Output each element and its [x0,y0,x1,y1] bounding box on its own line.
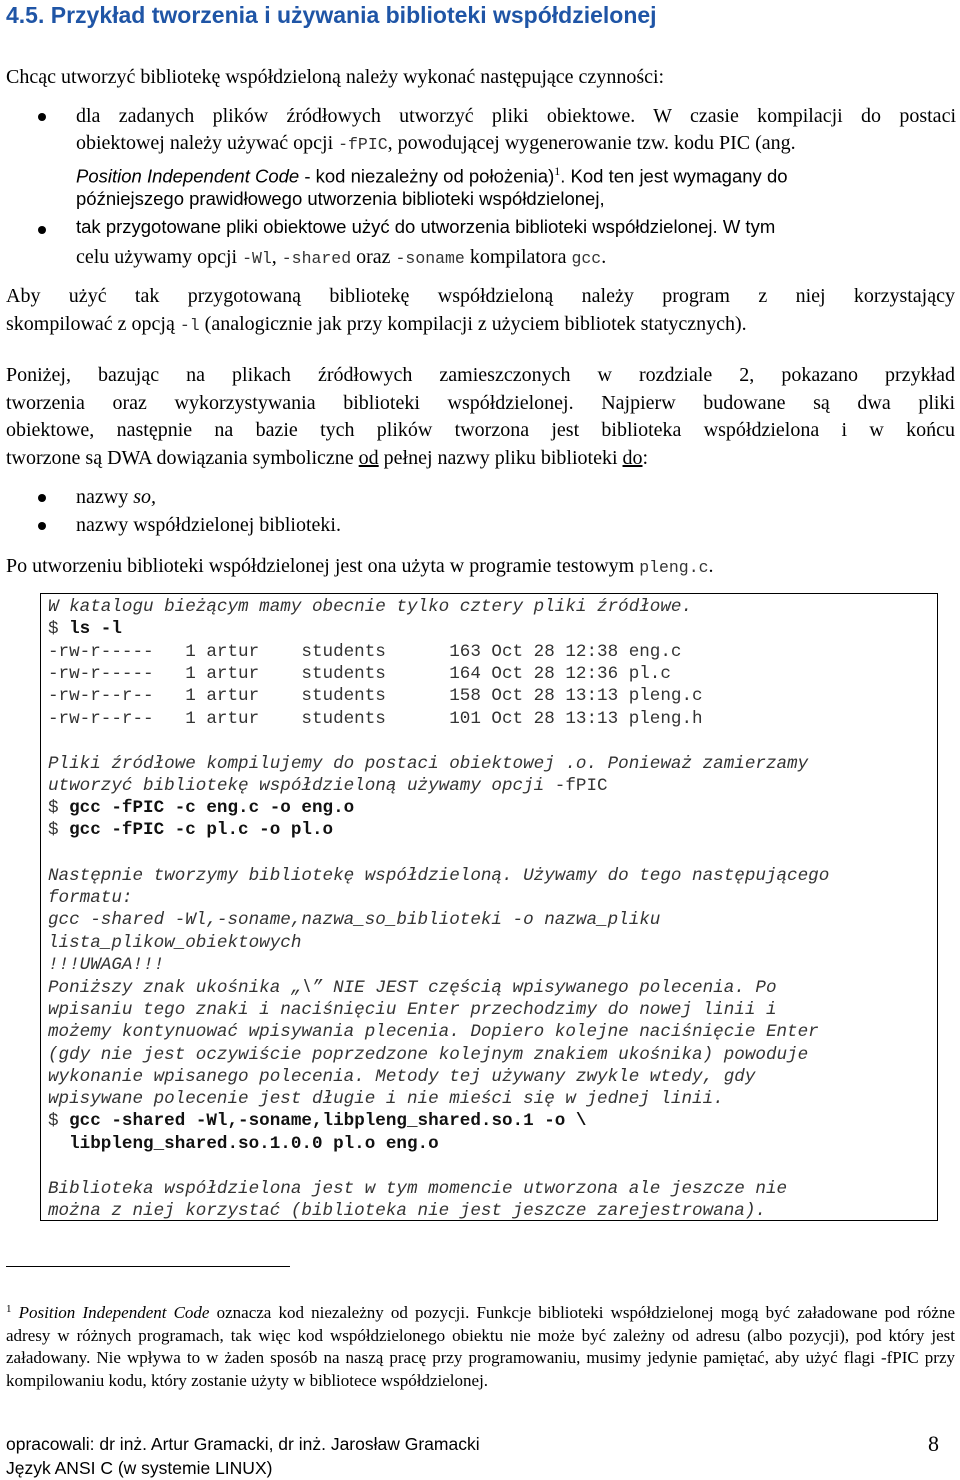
footer-title: Język ANSI C (w systemie LINUX) [6,1458,273,1478]
comment: możemy kontynuować wpisywania plecenia. Dopiero kolejne naciśnięcie Enter [48,1022,819,1042]
file-row: -rw-r--r-- 1 artur students 158 Oct 28 13:13 pleng.c [48,686,703,706]
code-comment [48,1044,808,1066]
code-comment [48,775,608,797]
bullet-icon [38,226,46,234]
bullet1-line1: dla zadanych plików źródłowych utworzyć pliki obiektowe. W czasie kompilacji do postaci [76,105,956,127]
text: . [601,246,607,268]
code-comment [48,1088,724,1110]
para2-line2: tworzenia oraz wykorzystywania biblioteki współdzielonej. Najpierw budowane są dwa pliki [6,392,955,414]
pic-term: Position Independent Code [76,165,300,187]
bullet1-line3 [76,158,956,191]
comment: -fPIC [554,776,608,796]
file-row: -rw-r--r-- 1 artur students 101 Oct 28 13:13 pleng.h [48,709,703,729]
para1-line1: Aby użyć tak przygotowaną bibliotekę współdzieloną należy program z niej korzystający [6,285,955,307]
comment: utworzyć bibliotekę współdzieloną używamy opcji [48,776,555,796]
section-heading: 4.5. Przykład tworzenia i używania biblioteki współdzielonej [6,2,657,28]
footnote-term: Position Independent Code [18,1303,210,1322]
italic-so: so, [133,486,156,508]
comment: można z niej korzystać (biblioteka nie jest jeszcze zarejestrowana). [48,1201,766,1221]
text: : [642,447,649,469]
compiler-gcc: gcc [571,249,602,268]
bullet2-line2 [76,244,956,273]
code-command-ls [48,618,122,640]
comment: !!!UWAGA!!! [48,955,165,975]
para1-line2 [6,311,955,340]
bullet2-line1 [76,216,956,238]
text: . Kod ten jest wymagany do [560,165,788,187]
option-l: -l [179,316,200,335]
shell-prompt: $ [48,820,70,840]
text: , [271,246,282,268]
intro-paragraph: Chcąc utworzyć bibliotekę współdzieloną należy wykonać następujące czynności: [6,66,665,88]
bullet-icon [38,113,46,121]
text: celu używamy opcji [76,246,243,268]
text: nazwy [76,486,134,508]
bullet-icon [38,494,46,502]
text: tak przygotowane pliki obiektowe użyć do utworzenia biblioteki współdzielonej. W tym [76,216,776,237]
footnote-text: oznacza kod niezależny od pozycji. Funkcje biblioteki współdzielonej mogą być załadowane pod różne adresy w różnych programach, tak więc kod współdzielonego obiektu nie może być zależny od adresu (albo pozycji), pod który jest załadowany. Nie wpływa to w żaden sposób na naszą pracę przy programowaniu, musimy jedynie pamiętać, aby użyć flagi -fPIC przy kompilowaniu kodu, który zostanie użyty w bibliotece współdzielonej. [6,1303,956,1390]
command: gcc -fPIC -c pl.c -o pl.o [69,820,334,840]
footnote [6,1298,955,1392]
footnote-marker: 1 [6,1303,12,1315]
text: obiektowej należy używać opcji [76,132,339,154]
bullet-icon [38,522,46,530]
list-item-lib: nazwy współdzielonej biblioteki. [76,514,341,536]
bullet1-line2 [76,130,956,159]
text: pełnej nazwy pliku biblioteki [378,447,623,469]
footnote-separator [6,1266,290,1267]
command: gcc -shared -Wl,-soname,libpleng_shared.so.1 -o \ [69,1111,587,1131]
text: , powodującej wygenerowanie tzw. kodu PIC (ang. [387,132,796,154]
option-fpic: -fPIC [338,135,388,154]
option-shared: -shared [281,249,352,268]
text: kompilatora [464,246,572,268]
comment: wpisywane polecenie jest długie i nie mieści się w jednej linii. [48,1089,724,1109]
text: tworzone są DWA dowiązania symboliczne [6,447,359,469]
para2-line1: Poniżej, bazując na plikach źródłowych zamieszczonych w rozdziale 2, pokazano przykład [6,364,955,386]
comment: (gdy nie jest oczywiście poprzedzone kolejnym znakiem ukośnika) powoduje [48,1045,809,1065]
command: gcc -fPIC -c eng.c -o eng.o [69,798,355,818]
text: skompilować z opcją [6,313,180,335]
code-comment [48,954,164,976]
code-comment [48,977,777,999]
code-command-gcc1 [48,797,354,819]
underlined-do: do [622,447,643,469]
page-number: 8 [928,1431,939,1456]
code-comment [48,1021,819,1043]
code-comment [48,1178,787,1200]
code-comment [48,1200,766,1222]
list-item-so [76,484,956,512]
code-command-gcc3-cont [48,1133,439,1155]
bullet1-line4: późniejszego prawidłowego utworzenia biblioteki współdzielonej, [76,188,605,209]
code-comment [48,999,777,1021]
shell-prompt: $ [48,798,70,818]
option-wl: -Wl [242,249,272,268]
option-soname: -soname [395,249,465,268]
file-row: -rw-r----- 1 artur students 163 Oct 28 12:38 eng.c [48,642,682,662]
para3 [6,553,955,582]
comment: wykonanie wpisanego polecenia. Metody tej używany zwykle wtedy, gdy [48,1067,756,1087]
code-comment [48,887,132,909]
command: libpleng_shared.so.1.0.0 pl.o eng.o [48,1134,439,1154]
code-comment [48,596,692,618]
code-comment [48,753,808,775]
comment: Następnie tworzymy bibliotekę współdzieloną. Używamy do tego następującego [48,866,830,886]
code-comment [48,932,301,954]
code-command-gcc2 [48,819,333,841]
footer-authors: opracowali: dr inż. Artur Gramacki, dr inż. Jarosław Gramacki [6,1434,480,1454]
text: - kod niezależny od położenia) [299,165,555,187]
comment: W katalogu bieżącym mamy obecnie tylko cztery pliki źródłowe. [48,597,693,617]
code-comment [48,909,660,931]
comment: gcc -shared -Wl,-soname,nazwa_so_biblioteki -o nazwa_pliku [48,910,661,930]
para2-line3: obiektowe, następnie na bazie tych plików tworzona jest biblioteka współdzielona i w końcu [6,419,955,441]
filename-pleng: pleng.c [639,558,709,577]
text: oraz [351,246,396,268]
comment: Pliki źródłowe kompilujemy do postaci obiektowej .o. Ponieważ zamierzamy [48,754,809,774]
comment: lista_plikow_obiektowych [48,933,302,953]
comment: Biblioteka współdzielona jest w tym momencie utworzona ale jeszcze nie [48,1179,788,1199]
code-command-gcc3 [48,1110,586,1132]
shell-prompt: $ [48,619,70,639]
comment: Poniższy znak ukośnika „\” NIE JEST częścią wpisywanego polecenia. Po [48,978,777,998]
text: Po utworzeniu biblioteki współdzielonej jest ona użyta w programie testowym [6,555,640,577]
file-row: -rw-r----- 1 artur students 164 Oct 28 12:36 pl.c [48,664,671,684]
shell-prompt: $ [48,1111,70,1131]
comment: formatu: [48,888,133,908]
para2-line4 [6,445,955,473]
code-comment [48,1066,755,1088]
text: (analogicznie jak przy kompilacji z użyciem bibliotek statycznych). [199,313,747,335]
comment: wpisaniu tego znaki i naciśnięciu Enter przechodzimy do nowej linii i [48,1000,777,1020]
text: . [708,555,714,577]
footnote-ref[interactable]: 1 [554,164,561,178]
underlined-od: od [358,447,379,469]
command: ls -l [69,619,122,639]
code-comment [48,865,829,887]
